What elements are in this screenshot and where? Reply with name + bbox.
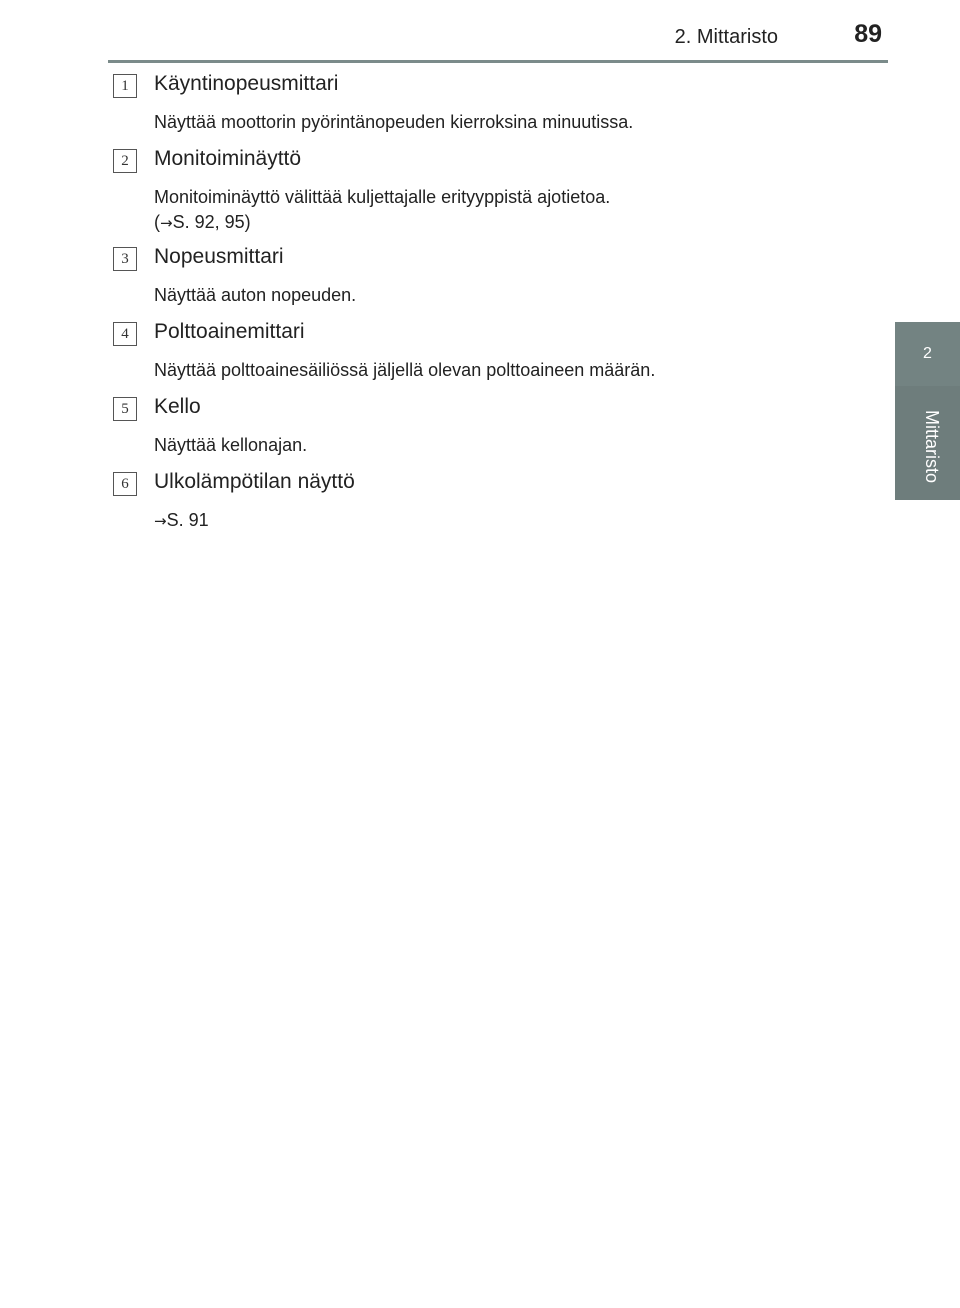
- chapter-label: Mittaristo: [922, 410, 942, 484]
- page-reference: (→S. 92, 95): [154, 212, 251, 232]
- list-item: [113, 468, 873, 543]
- item-number-badge: 3: [113, 247, 137, 271]
- item-description: [154, 110, 873, 145]
- list-item: [113, 145, 873, 243]
- item-description: [154, 283, 873, 318]
- list-item: [113, 243, 873, 318]
- item-description: [154, 185, 873, 243]
- item-title: Monitoiminäyttö: [154, 147, 302, 170]
- item-description-line: Näyttää polttoainesäiliössä jäljellä olevan polttoaineen määrän.: [154, 360, 656, 380]
- item-description-line: Näyttää kellonajan.: [154, 435, 308, 455]
- item-description: [154, 508, 873, 543]
- item-description-line: Näyttää moottorin pyörintänopeuden kierroksina minuutissa.: [154, 112, 634, 132]
- page-reference-text: S. 91: [166, 510, 209, 530]
- page-reference-text: S. 92, 95): [172, 212, 251, 232]
- item-number-badge: 4: [113, 322, 137, 346]
- item-title: Käyntinopeusmittari: [154, 72, 339, 95]
- chapter-number: 2: [923, 345, 932, 362]
- item-number-badge: 2: [113, 149, 137, 173]
- item-number-badge: 5: [113, 397, 137, 421]
- item-list: [113, 70, 873, 543]
- list-item: [113, 70, 873, 145]
- item-title: Nopeusmittari: [154, 245, 284, 268]
- page-header: [108, 0, 888, 63]
- item-title: Polttoainemittari: [154, 320, 305, 343]
- chapter-tab-number-box: [895, 322, 960, 386]
- item-number-badge: 6: [113, 472, 137, 496]
- section-title: 2. Mittaristo: [674, 26, 778, 48]
- arrow-right-icon: →: [154, 512, 167, 530]
- page-reference: [154, 508, 873, 534]
- arrow-right-icon: →: [160, 214, 173, 232]
- item-description-line: Monitoiminäyttö välittää kuljettajalle erityyppistä ajotietoa.: [154, 187, 611, 207]
- page-number: 89: [854, 20, 882, 48]
- item-number-badge: 1: [113, 74, 137, 98]
- list-item: [113, 393, 873, 468]
- list-item: [113, 318, 873, 393]
- item-title: Kello: [154, 395, 201, 418]
- item-description: [154, 433, 873, 468]
- item-title: Ulkolämpötilan näyttö: [154, 470, 355, 493]
- item-description: [154, 358, 873, 393]
- item-description-line: Näyttää auton nopeuden.: [154, 285, 357, 305]
